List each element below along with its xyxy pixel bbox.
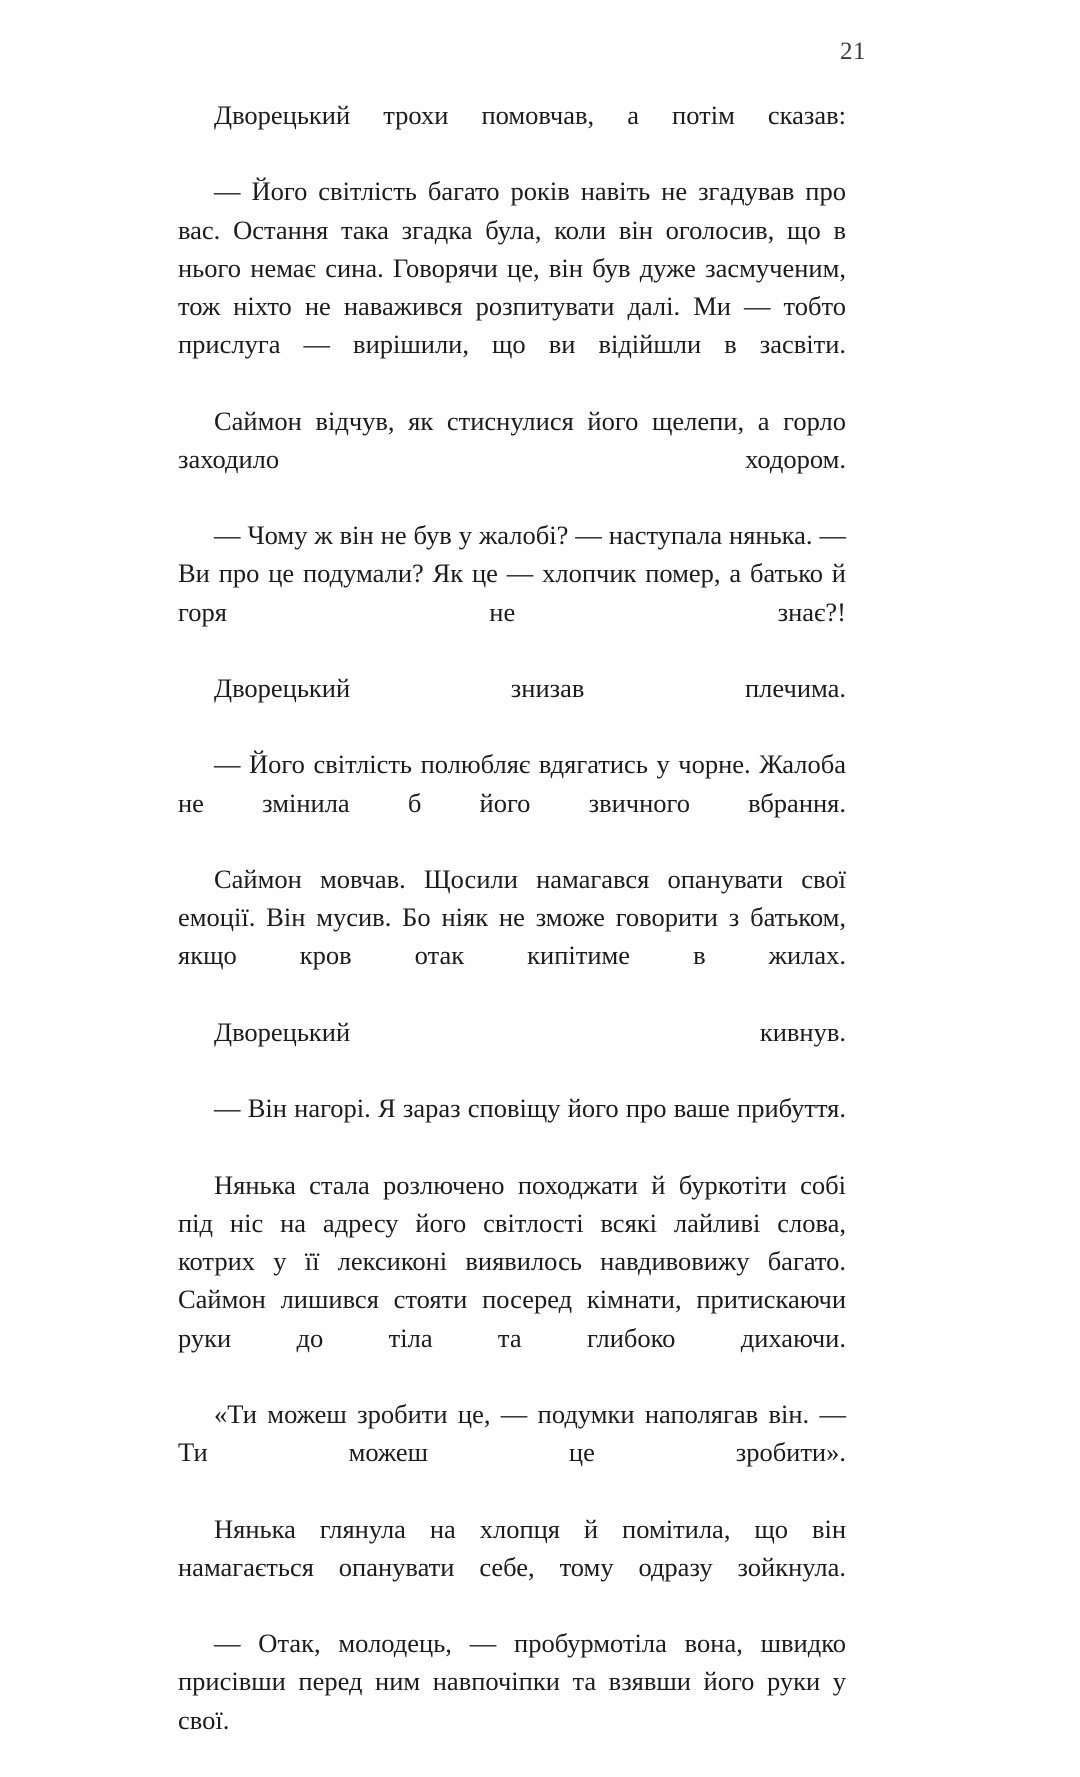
paragraph: Саймон відчув, як стиснулися його щелепи, а горло заходило ходором. [178,405,846,474]
body-text-block [178,96,846,1777]
paragraph: «Ти можеш зробити це, — подумки наполягав він. — Ти можеш це зробити». [178,1398,846,1468]
paragraph: Дворецький кивнув. [214,1016,846,1047]
paragraph: — Отак, молодець, — пробурмотіла вона, швидко присівши перед ним навпочіпки та взявши його руки у свої. [178,1628,846,1735]
paragraph: Нянька глянула на хлопця й помітила, що він намагається опанувати себе, тому одразу зойкнула. [178,1513,846,1582]
paragraph: Нянька стала розлючено походжати й буркотіти собі під ніс на адресу його світлості всякі лайливі слова, котрих у її лексиконі виявилось навдивовижу багато. Саймон лишився стояти посеред кімнати, притискаючи руки до тіла та глибоко дихаючи. [178,1169,846,1353]
paragraph: — Його світлість багато років навіть не згадував про вас. Остання така згадка була, коли він оголосив, що в нього немає сина. Говорячи це, він був дуже засмученим, тож ніхто не наважився розпитувати далі. Ми — тобто прислуга — вирішили, що ви відійшли в засвіти. [178,176,846,360]
paragraph: — Він нагорі. Я зараз сповіщу його про ваше прибуття. [214,1093,846,1124]
paragraph: Саймон мовчав. Щосили намагався опанувати свої емоції. Він мусив. Бо ніяк не зможе говорити з батьком, якщо кров отак кипітиме в жилах. [178,864,846,971]
page-number: 21 [840,38,866,65]
paragraph: — Чому ж він не був у жалобі? — наступала нянька. — Ви про це подумали? Як це — хлопчик помер, а батько й горя не знає?! [178,520,846,627]
paragraph: Дворецький знизав плечима. [214,673,846,704]
paragraph: — Його світлість полюбляє вдягатись у чорне. Жалоба не змінила б його звичного вбрання. [178,749,846,818]
paragraph: Дворецький трохи помовчав, а потім сказав: [214,100,846,130]
